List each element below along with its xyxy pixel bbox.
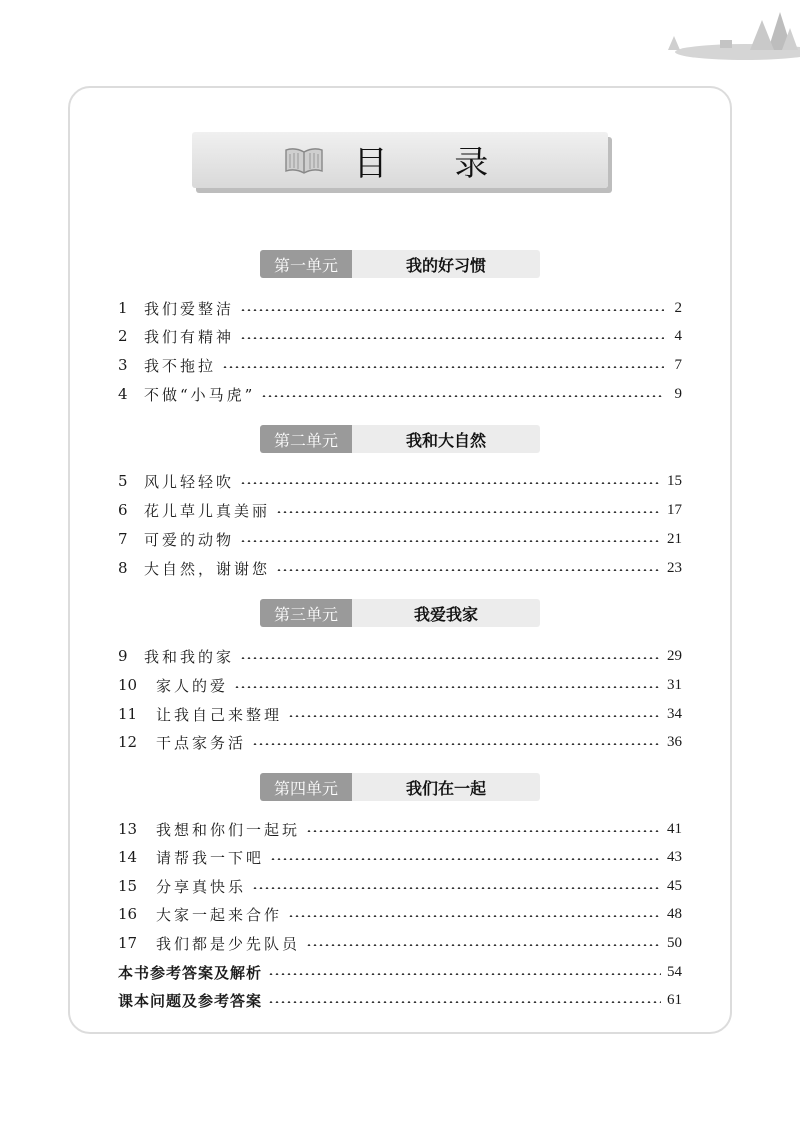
lesson-title: 请帮我一下吧 <box>156 848 265 867</box>
page-number: 15 <box>667 472 682 489</box>
lesson-title: 我们都是少先队员 <box>156 934 301 953</box>
lesson-title: 大自然，谢谢您 <box>144 559 271 578</box>
page-number: 41 <box>667 820 682 837</box>
toc-entry[interactable] <box>118 731 682 753</box>
page-number: 21 <box>667 530 682 547</box>
page-number: 7 <box>674 356 682 373</box>
lesson-number: 2 <box>118 327 128 345</box>
page-number: 4 <box>674 327 682 344</box>
toc-entry-appendix[interactable] <box>118 989 682 1011</box>
toc-entry[interactable] <box>118 383 682 405</box>
unit-name: 我们在一起 <box>352 773 540 801</box>
dot-leader <box>276 511 661 513</box>
lesson-number: 9 <box>118 647 128 665</box>
lesson-number: 7 <box>118 530 128 548</box>
lesson-title: 可爱的动物 <box>144 530 235 549</box>
dot-leader <box>240 482 661 484</box>
page-number: 50 <box>667 934 682 951</box>
page-title: 目 录 <box>353 143 517 184</box>
page-number: 48 <box>667 905 682 922</box>
lesson-number: 4 <box>118 385 128 403</box>
page-number: 23 <box>667 559 682 576</box>
lesson-number: 10 <box>118 676 138 694</box>
lesson-number: 5 <box>118 472 128 490</box>
dot-leader <box>252 743 661 745</box>
page-number: 45 <box>667 877 682 894</box>
page-number: 43 <box>667 848 682 865</box>
unit-name: 我和大自然 <box>352 425 540 453</box>
toc-entry[interactable] <box>118 354 682 376</box>
unit-header <box>260 250 540 278</box>
lesson-title: 不做“小马虎” <box>144 385 256 404</box>
lesson-title: 干点家务活 <box>156 733 247 752</box>
page-number: 61 <box>667 991 682 1008</box>
lesson-number: 12 <box>118 733 138 751</box>
page-number: 2 <box>674 299 682 316</box>
unit-tag: 第四单元 <box>260 773 352 801</box>
landscape-decoration <box>650 0 800 70</box>
lesson-title: 我们有精神 <box>144 327 235 346</box>
lesson-number: 8 <box>118 559 128 577</box>
lesson-title: 花儿草儿真美丽 <box>144 501 271 520</box>
toc-title-banner <box>192 132 608 188</box>
toc-entry[interactable] <box>118 846 682 868</box>
lesson-title: 我不拖拉 <box>144 356 217 375</box>
unit-tag: 第二单元 <box>260 425 352 453</box>
dot-leader <box>222 366 664 368</box>
toc-entry-appendix[interactable] <box>118 961 682 983</box>
appendix-title: 课本问题及参考答案 <box>118 991 263 1010</box>
page-number: 29 <box>667 647 682 664</box>
dot-leader <box>268 1001 661 1003</box>
appendix-title: 本书参考答案及解析 <box>118 963 263 982</box>
dot-leader <box>240 657 661 659</box>
toc-entry[interactable] <box>118 557 682 579</box>
lesson-number: 11 <box>118 705 138 723</box>
open-book-icon <box>284 146 324 174</box>
lesson-title: 我想和你们一起玩 <box>156 820 301 839</box>
dot-leader <box>276 569 661 571</box>
dot-leader <box>270 858 661 860</box>
lesson-number: 14 <box>118 848 138 866</box>
toc-entry[interactable] <box>118 297 682 319</box>
lesson-number: 6 <box>118 501 128 519</box>
toc-entry[interactable] <box>118 470 682 492</box>
lesson-title: 分享真快乐 <box>156 877 247 896</box>
unit-header <box>260 599 540 627</box>
lesson-number: 16 <box>118 905 138 923</box>
toc-entry[interactable] <box>118 645 682 667</box>
toc-entry[interactable] <box>118 875 682 897</box>
page-number: 34 <box>667 705 682 722</box>
page-number: 36 <box>667 733 682 750</box>
lesson-number: 3 <box>118 356 128 374</box>
dot-leader <box>240 309 664 311</box>
dot-leader <box>268 973 661 975</box>
toc-entry[interactable] <box>118 903 682 925</box>
dot-leader <box>252 887 661 889</box>
dot-leader <box>288 715 661 717</box>
dot-leader <box>288 915 661 917</box>
dot-leader <box>306 830 661 832</box>
unit-tag: 第一单元 <box>260 250 352 278</box>
lesson-title: 家人的爱 <box>156 676 229 695</box>
toc-entry[interactable] <box>118 932 682 954</box>
page-number: 31 <box>667 676 682 693</box>
lesson-number: 13 <box>118 820 138 838</box>
unit-name: 我的好习惯 <box>352 250 540 278</box>
unit-tag: 第三单元 <box>260 599 352 627</box>
lesson-number: 1 <box>118 299 128 317</box>
dot-leader <box>261 395 664 397</box>
toc-entry[interactable] <box>118 325 682 347</box>
dot-leader <box>234 686 661 688</box>
page-number: 9 <box>674 385 682 402</box>
toc-entry[interactable] <box>118 818 682 840</box>
toc-entry[interactable] <box>118 528 682 550</box>
toc-entry[interactable] <box>118 703 682 725</box>
dot-leader <box>240 337 664 339</box>
lesson-title: 风儿轻轻吹 <box>144 472 235 491</box>
page-number: 17 <box>667 501 682 518</box>
lesson-title: 我们爱整洁 <box>144 299 235 318</box>
toc-entry[interactable] <box>118 499 682 521</box>
unit-header <box>260 773 540 801</box>
dot-leader <box>306 944 661 946</box>
unit-name: 我爱我家 <box>352 599 540 627</box>
page-number: 54 <box>667 963 682 980</box>
toc-entry[interactable] <box>118 674 682 696</box>
lesson-number: 15 <box>118 877 138 895</box>
dot-leader <box>240 540 661 542</box>
lesson-title: 我和我的家 <box>144 647 235 666</box>
lesson-number: 17 <box>118 934 138 952</box>
unit-header <box>260 425 540 453</box>
lesson-title: 大家一起来合作 <box>156 905 283 924</box>
lesson-title: 让我自己来整理 <box>156 705 283 724</box>
